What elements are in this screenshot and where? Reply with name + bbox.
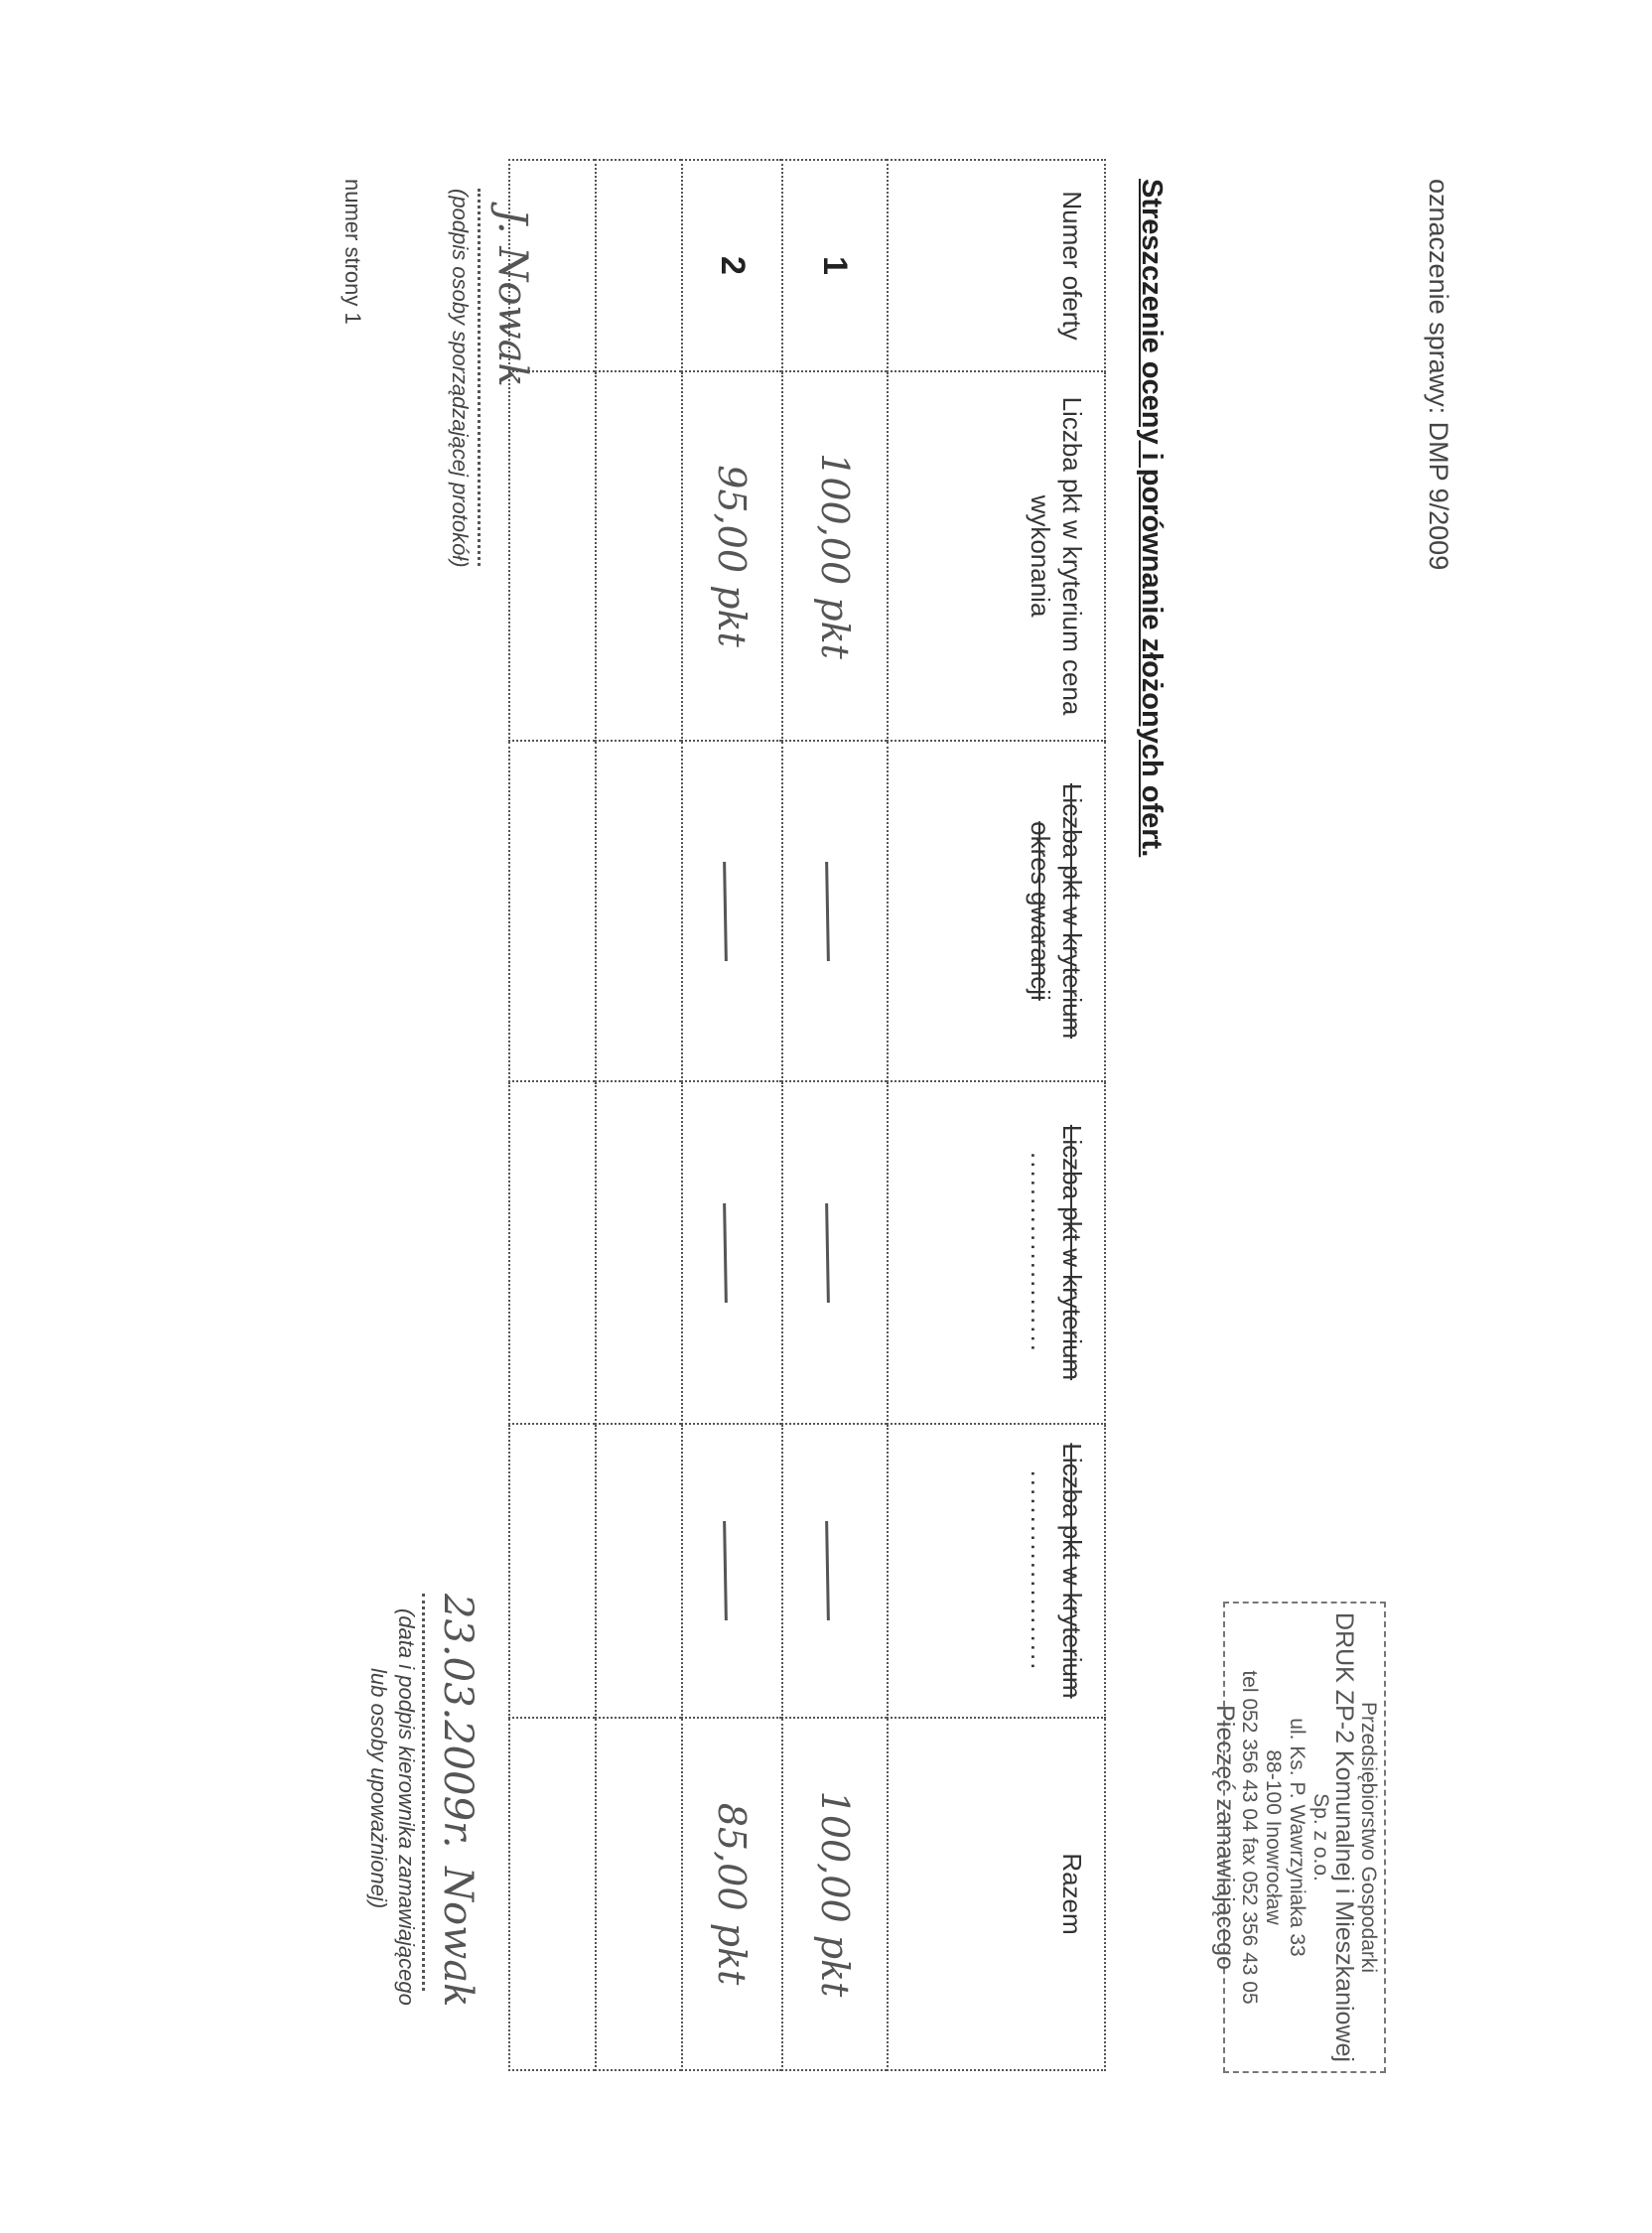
right-signature-caption-1: (data i podpis kierownika zamawiającego xyxy=(394,1608,419,2006)
table-header-row xyxy=(888,160,1105,2070)
placeholder-dots: ...................... xyxy=(1026,1469,1055,1672)
criterion-3-points xyxy=(782,1081,888,1424)
table-row xyxy=(782,160,888,2070)
signature-line xyxy=(422,1594,425,1991)
stamp-line: DRUK ZP-2 Komunalnej i Mieszkaniowej xyxy=(1330,1612,1358,2062)
case-number: oznaczenie sprawy: DMP 9/2009 xyxy=(1424,179,1453,571)
stamp-line: Sp. z o.o. xyxy=(1309,1793,1332,1882)
signature-line xyxy=(478,189,481,566)
warranty-points xyxy=(682,741,782,1081)
left-signature: J. Nowak xyxy=(489,209,535,387)
header-warranty-points: Liczba pkt w kryterium okres gwarancji xyxy=(888,741,1105,1081)
header-label: Liczba pkt w kryterium xyxy=(1057,1124,1087,1381)
left-signature-caption: (podpis osoby sporządzającej protokół) xyxy=(448,189,473,568)
company-stamp xyxy=(1211,1602,1386,2073)
criterion-4-points xyxy=(782,1424,888,1718)
right-signature-caption-2: lub osoby upoważnionej) xyxy=(366,1668,391,1909)
table-row-empty xyxy=(596,160,682,2070)
header-criterion-4 xyxy=(888,1424,1105,1718)
header-label: Liczba pkt w kryterium xyxy=(1057,1443,1087,1699)
stamp-line: 88-100 Inowrocław xyxy=(1262,1749,1285,1925)
dash-mark xyxy=(723,1202,728,1302)
total-points: 85,00 pkt xyxy=(682,1718,782,2070)
dash-mark xyxy=(826,861,831,960)
header-offer-number: Numer oferty xyxy=(888,160,1105,371)
table-row xyxy=(682,160,782,2070)
right-signature: Nowak xyxy=(435,1867,481,2008)
criterion-4-points xyxy=(682,1424,782,1718)
header-total: Razem xyxy=(888,1718,1105,2070)
total-points: 100,00 pkt xyxy=(782,1718,888,2070)
header-price-points: Liczba pkt w kryterium cena wykonania xyxy=(888,371,1105,741)
dash-mark xyxy=(826,1202,831,1302)
header-criterion-3 xyxy=(888,1081,1105,1424)
offer-number: 1 xyxy=(782,160,888,371)
stamp-line: Przedsiębiorstwo Gospodarki xyxy=(1357,1701,1380,1974)
offers-table xyxy=(508,159,1106,2071)
offer-number: 2 xyxy=(682,160,782,371)
dash-mark xyxy=(723,861,728,960)
dash-mark xyxy=(723,1521,728,1620)
right-date: 23.03.2009r. xyxy=(435,1594,481,1849)
warranty-points xyxy=(782,741,888,1081)
price-points: 95,00 pkt xyxy=(682,371,782,741)
criterion-3-points xyxy=(682,1081,782,1424)
stamp-caption: Pieczęć zamawiającego xyxy=(1211,1705,1239,1970)
stamp-line: ul. Ks. P. Wawrzyniaka 33 xyxy=(1286,1718,1308,1957)
page-number: numer strony 1 xyxy=(341,179,365,325)
table-row-empty xyxy=(509,160,596,2070)
page-title: Streszczenie oceny i porównanie złożonych ofert. xyxy=(1136,179,1168,858)
placeholder-dots: ...................... xyxy=(1026,1152,1055,1353)
price-points: 100,00 pkt xyxy=(782,371,888,741)
stamp-line: tel 052 356 43 04 fax 052 356 43 05 xyxy=(1238,1670,1261,2005)
dash-mark xyxy=(826,1521,831,1620)
